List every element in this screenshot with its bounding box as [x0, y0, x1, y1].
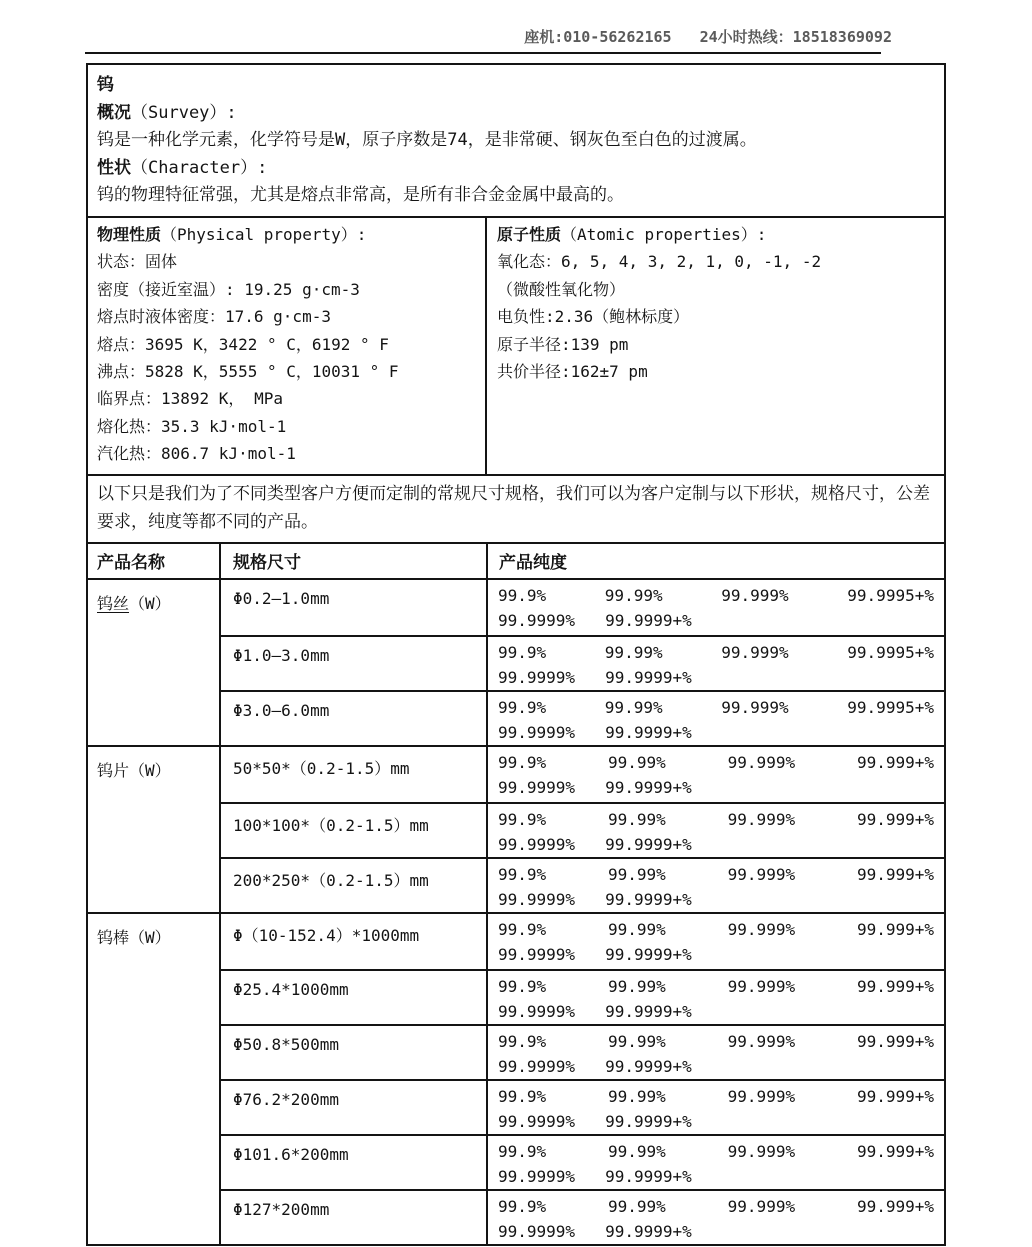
purity-line — [498, 695, 934, 721]
purity-value: 99.9999+% — [605, 1002, 692, 1022]
purity-cell — [488, 971, 944, 1024]
purity-cell — [488, 580, 944, 635]
purity-value: 99.99% — [608, 1086, 666, 1106]
purity-value: 99.999% — [721, 642, 789, 662]
table-row — [221, 1024, 944, 1079]
size-cell: Φ1.0—3.0mm — [221, 637, 488, 690]
purity-value: 99.999+% — [856, 752, 934, 772]
purity-value: 99.99% — [604, 642, 663, 662]
purity-value: 99.9% — [498, 642, 547, 662]
product-table — [88, 542, 944, 1246]
purity-line — [498, 720, 934, 746]
property-line: 熔点时液体密度：17.6 g·cm-3 — [97, 307, 331, 327]
purity-line — [498, 608, 934, 634]
purity-cell — [488, 1136, 944, 1189]
purity-value: 99.9999+% — [605, 723, 692, 743]
product-group — [88, 912, 944, 1246]
purity-value: 99.9999+% — [605, 1057, 692, 1077]
purity-value: 99.9% — [498, 919, 547, 939]
purity-value: 99.9999+% — [605, 945, 692, 965]
purity-line — [498, 917, 934, 943]
purity-cell — [488, 692, 944, 745]
property-line: 原子半径:139 pm — [497, 334, 629, 354]
purity-line — [498, 974, 934, 1000]
purity-value: 99.9% — [498, 697, 547, 717]
spec-rows — [221, 914, 944, 1244]
physical-properties-title — [97, 221, 477, 248]
purity-value: 99.9% — [498, 809, 547, 829]
product-group — [88, 745, 944, 912]
property-line: 熔点：3695 K，3422 ° C，6192 ° F — [97, 334, 389, 354]
table-row — [221, 580, 944, 635]
table-row — [221, 802, 944, 857]
purity-value: 99.9999% — [498, 1222, 576, 1242]
property-line: 状态：固体 — [97, 252, 178, 272]
purity-cell — [488, 747, 944, 802]
table-row — [221, 747, 944, 802]
hotline-number: 24小时热线：18518369092 — [699, 28, 892, 46]
purity-value: 99.99% — [604, 585, 663, 605]
purity-value: 99.999% — [727, 1086, 796, 1106]
purity-value: 99.9999+% — [605, 778, 692, 798]
purity-cell — [488, 1026, 944, 1079]
purity-value: 99.99% — [608, 809, 666, 829]
purity-value: 99.9999% — [498, 945, 576, 965]
product-name-cell — [88, 747, 221, 912]
purity-value: 99.9999+% — [605, 668, 692, 688]
purity-value: 99.9999+% — [605, 890, 692, 910]
customization-note: 以下只是我们为了不同类型客户方便而定制的常规尺寸规格，我们可以为客户定制与以下形状，规格尺寸，公差要求，纯度等都不同的产品。 — [88, 474, 944, 542]
table-row — [221, 1134, 944, 1189]
product-name: 钨棒 — [97, 927, 130, 947]
header-divider — [85, 52, 881, 54]
purity-value: 99.9999+% — [605, 1222, 692, 1242]
purity-value: 99.9% — [498, 976, 547, 996]
purity-value: 99.9% — [498, 752, 547, 772]
purity-value: 99.9995+% — [847, 697, 934, 717]
purity-line — [498, 862, 934, 888]
purity-value: 99.9999% — [498, 890, 576, 910]
purity-value: 99.99% — [608, 1196, 666, 1216]
table-row — [221, 857, 944, 912]
purity-value: 99.9999% — [498, 611, 576, 631]
purity-line — [498, 750, 934, 776]
element-title: 钨 — [97, 75, 114, 95]
purity-value: 99.999% — [727, 752, 796, 772]
purity-value: 99.9999% — [498, 668, 576, 688]
purity-value: 99.9999+% — [605, 1112, 692, 1132]
property-line: 沸点：5828 K，5555 ° C，10031 ° F — [97, 362, 399, 381]
purity-line — [498, 1109, 934, 1135]
purity-value: 99.9999% — [498, 1057, 576, 1077]
purity-value: 99.99% — [608, 1031, 666, 1051]
survey-text: 钨是一种化学元素，化学符号是W，原子序数是74，是非常硬、钢灰色至白色的过渡属。 — [97, 130, 757, 151]
purity-value: 99.9999+% — [605, 611, 692, 631]
table-row — [221, 1189, 944, 1244]
table-header-row — [88, 544, 944, 578]
purity-value: 99.9% — [498, 585, 547, 605]
purity-value: 99.999% — [727, 1196, 796, 1216]
purity-value: 99.999% — [727, 919, 796, 939]
purity-line — [498, 1054, 934, 1080]
character-label-en: （Character）: — [131, 157, 268, 178]
table-row — [221, 1079, 944, 1134]
product-name: 钨丝 — [97, 593, 130, 613]
purity-value: 99.9999+% — [605, 1167, 692, 1187]
purity-value: 99.9999% — [498, 778, 576, 798]
atomic-properties-title — [497, 221, 936, 248]
purity-value: 99.999+% — [856, 809, 934, 829]
size-cell: 200*250*（0.2-1.5）mm — [221, 859, 488, 912]
purity-line — [498, 887, 934, 913]
properties-section — [88, 216, 944, 474]
purity-value: 99.9999% — [498, 1112, 576, 1132]
size-cell: Φ（10-152.4）*1000mm — [221, 914, 488, 969]
property-line: 密度（接近室温）: 19.25 g·cm-3 — [97, 279, 360, 299]
phone-number: 座机:010-56262165 — [524, 28, 672, 46]
purity-value: 99.9% — [498, 1196, 547, 1216]
purity-line — [498, 1084, 934, 1110]
size-cell: Φ25.4*1000mm — [221, 971, 488, 1024]
purity-line — [498, 1139, 934, 1165]
purity-line — [498, 1194, 934, 1220]
atomic-title-en: （Atomic properties）: — [561, 224, 767, 244]
product-name-cell — [88, 580, 221, 745]
purity-line — [498, 1029, 934, 1055]
purity-line — [498, 1164, 934, 1190]
purity-value: 99.99% — [608, 752, 666, 772]
property-line: 汽化热：806.7 kJ·mol-1 — [97, 444, 296, 464]
physical-title-cn: 物理性质 — [97, 224, 162, 244]
purity-cell — [488, 1191, 944, 1244]
purity-value: 99.999% — [721, 585, 789, 605]
purity-value: 99.999% — [721, 697, 789, 717]
purity-cell — [488, 914, 944, 969]
overview-section — [88, 65, 944, 216]
purity-line — [498, 807, 934, 833]
table-row — [221, 914, 944, 969]
physical-properties-list — [97, 248, 477, 467]
size-cell: Φ76.2*200mm — [221, 1081, 488, 1134]
purity-value: 99.99% — [604, 697, 663, 717]
survey-heading — [97, 100, 932, 128]
purity-value: 99.9% — [498, 864, 547, 884]
purity-value: 99.999% — [727, 864, 796, 884]
size-cell: 100*100*（0.2-1.5）mm — [221, 804, 488, 857]
purity-value: 99.9995+% — [847, 642, 934, 662]
purity-value: 99.9999+% — [605, 835, 692, 855]
purity-value: 99.99% — [608, 864, 666, 884]
spec-rows — [221, 580, 944, 745]
purity-value: 99.9999% — [498, 723, 576, 743]
purity-value: 99.999+% — [856, 1031, 934, 1051]
property-line: 共价半径:162±7 pm — [497, 362, 648, 381]
purity-value: 99.999+% — [856, 1196, 934, 1216]
purity-line — [498, 583, 934, 609]
purity-value: 99.9995+% — [847, 585, 934, 605]
purity-value: 99.99% — [608, 1141, 666, 1161]
purity-value: 99.9% — [498, 1031, 547, 1051]
purity-line — [498, 999, 934, 1025]
purity-value: 99.9999% — [498, 1167, 576, 1187]
purity-line — [498, 832, 934, 858]
purity-value: 99.999% — [727, 1141, 796, 1161]
survey-label: 概况 — [97, 102, 131, 123]
product-name-suffix: （W） — [129, 927, 171, 947]
survey-label-en: （Survey）: — [131, 102, 237, 123]
physical-properties-panel — [88, 218, 487, 474]
product-name: 钨片 — [97, 760, 130, 780]
purity-value: 99.999+% — [856, 919, 934, 939]
table-row — [221, 969, 944, 1024]
product-name-suffix: （W） — [129, 760, 171, 780]
purity-value: 99.999% — [727, 1031, 796, 1051]
spec-rows — [221, 747, 944, 912]
purity-value: 99.999+% — [856, 864, 934, 884]
purity-value: 99.999+% — [856, 1086, 934, 1106]
purity-cell — [488, 804, 944, 857]
purity-value: 99.9% — [498, 1141, 547, 1161]
column-header-purity: 产品纯度 — [499, 552, 567, 573]
contact-info — [524, 26, 892, 47]
size-cell: Φ0.2—1.0mm — [221, 580, 488, 635]
physical-title-en: （Physical property）: — [161, 224, 367, 244]
property-line: 熔化热：35.3 kJ·mol-1 — [97, 416, 287, 436]
property-line: （微酸性氧化物） — [497, 279, 626, 299]
document-box — [86, 63, 946, 1246]
size-cell: Φ3.0—6.0mm — [221, 692, 488, 745]
purity-value: 99.999% — [727, 809, 796, 829]
purity-value: 99.999+% — [856, 976, 934, 996]
size-cell: 50*50*（0.2-1.5）mm — [221, 747, 488, 802]
atomic-properties-list — [497, 248, 936, 385]
column-header-product: 产品名称 — [88, 544, 221, 578]
purity-line — [498, 942, 934, 968]
property-line: 电负性:2.36（鲍林标度） — [497, 307, 690, 327]
purity-value: 99.99% — [608, 976, 666, 996]
purity-cell — [488, 637, 944, 690]
purity-line — [498, 1219, 934, 1245]
purity-value: 99.9% — [498, 1086, 547, 1106]
size-cell: Φ127*200mm — [221, 1191, 488, 1244]
purity-line — [498, 775, 934, 801]
atomic-title-cn: 原子性质 — [497, 224, 562, 244]
purity-value: 99.9999% — [498, 1002, 576, 1022]
size-cell: Φ50.8*500mm — [221, 1026, 488, 1079]
table-row — [221, 690, 944, 745]
purity-value: 99.999+% — [856, 1141, 934, 1161]
character-label: 性状 — [97, 157, 131, 178]
product-name-suffix: （W） — [129, 593, 171, 613]
product-group — [88, 578, 944, 745]
size-cell: Φ101.6*200mm — [221, 1136, 488, 1189]
purity-cell — [488, 1081, 944, 1134]
purity-value: 99.999% — [727, 976, 796, 996]
purity-line — [498, 640, 934, 666]
table-body — [88, 578, 944, 1246]
character-text: 钨的物理特征常强，尤其是熔点非常高，是所有非合金金属中最高的。 — [97, 185, 624, 206]
character-heading — [97, 155, 932, 183]
column-header-size: 规格尺寸 — [221, 544, 488, 578]
purity-cell — [488, 859, 944, 912]
property-line: 临界点：13892 K， MPa — [97, 389, 283, 409]
atomic-properties-panel — [487, 218, 944, 474]
purity-value: 99.99% — [608, 919, 666, 939]
property-line: 氧化态：6, 5, 4, 3, 2, 1, 0, -1, -2 — [497, 252, 822, 272]
product-name-cell — [88, 914, 221, 1244]
purity-line — [498, 665, 934, 691]
purity-value: 99.9999% — [498, 835, 576, 855]
table-row — [221, 635, 944, 690]
